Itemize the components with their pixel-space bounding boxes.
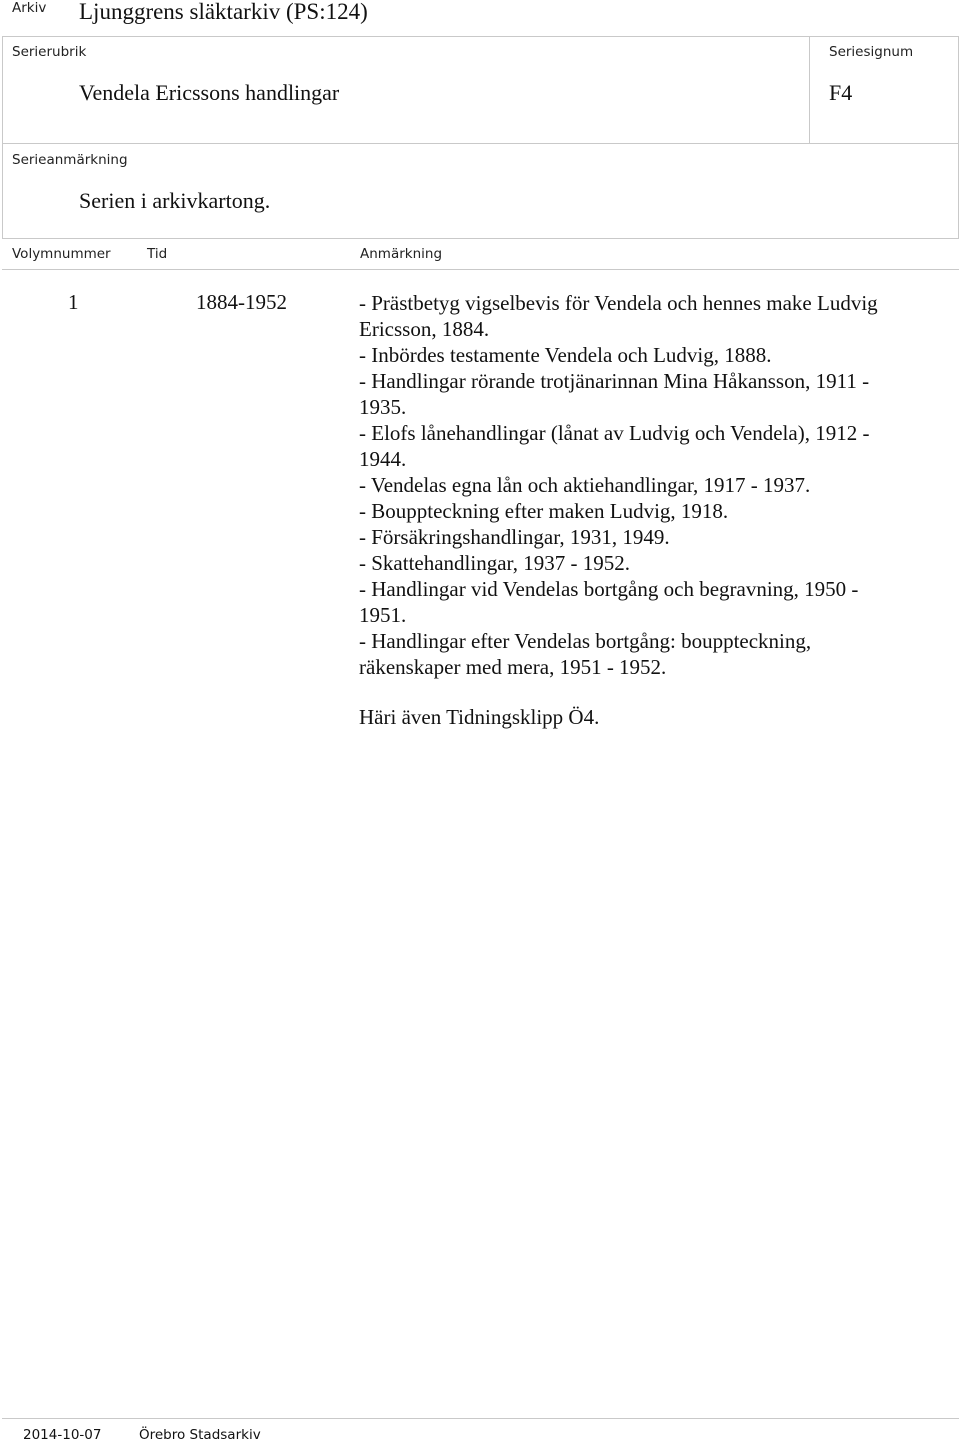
serieanmarkning-label: Serieanmärkning [12, 152, 128, 168]
footer-date: 2014-10-07 [23, 1427, 102, 1443]
seriesignum-label: Seriesignum [829, 44, 914, 60]
arkiv-title: Ljunggrens släktarkiv (PS:124) [79, 0, 368, 24]
column-header-volymnummer: Volymnummer [12, 246, 111, 262]
volume-note-line: Ericsson, 1884. [359, 317, 490, 341]
column-header-tid: Tid [147, 246, 168, 262]
footer-divider [2, 1418, 959, 1419]
column-header-anmarkning: Anmärkning [360, 246, 443, 262]
volume-notes [359, 290, 939, 680]
seriesignum-value: F4 [829, 80, 853, 105]
arkiv-label: Arkiv [12, 0, 47, 16]
volume-note-line: - Prästbetyg vigselbevis för Vendela och hennes make Ludvig [359, 291, 878, 315]
serierubrik-value: Vendela Ericssons handlingar [79, 80, 340, 105]
footer-organisation: Örebro Stadsarkiv [139, 1427, 261, 1443]
volume-extra-note: Häri även Tidningsklipp Ö4. [359, 705, 600, 729]
serierubrik-label: Serierubrik [12, 44, 87, 60]
serieanmarkning-value: Serien i arkivkartong. [79, 188, 271, 213]
volume-note-line: 1944. [359, 447, 407, 471]
volume-note-line: - Försäkringshandlingar, 1931, 1949. [359, 525, 670, 549]
volume-note-line: - Skattehandlingar, 1937 - 1952. [359, 551, 630, 575]
volume-date-range: 1884-1952 [196, 290, 287, 314]
volume-note-line: - Vendelas egna lån och aktiehandlingar, 1917 - 1937. [359, 473, 811, 497]
volume-note-line: 1951. [359, 603, 407, 627]
column-header-row [2, 238, 959, 270]
volume-note-line: - Bouppteckning efter maken Ludvig, 1918. [359, 499, 729, 523]
volume-note-line: räkenskaper med mera, 1951 - 1952. [359, 655, 667, 679]
volume-note-line: - Handlingar vid Vendelas bortgång och begravning, 1950 - [359, 577, 859, 601]
volume-note-line: - Inbördes testamente Vendela och Ludvig, 1888. [359, 343, 772, 367]
volume-note-line: - Handlingar rörande trotjänarinnan Mina Håkansson, 1911 - [359, 369, 870, 393]
volume-note-line: 1935. [359, 395, 407, 419]
volume-note-line: - Handlingar efter Vendelas bortgång: bouppteckning, [359, 629, 812, 653]
volume-note-line: - Elofs lånehandlingar (lånat av Ludvig och Vendela), 1912 - [359, 421, 870, 445]
volume-number: 1 [68, 290, 79, 314]
